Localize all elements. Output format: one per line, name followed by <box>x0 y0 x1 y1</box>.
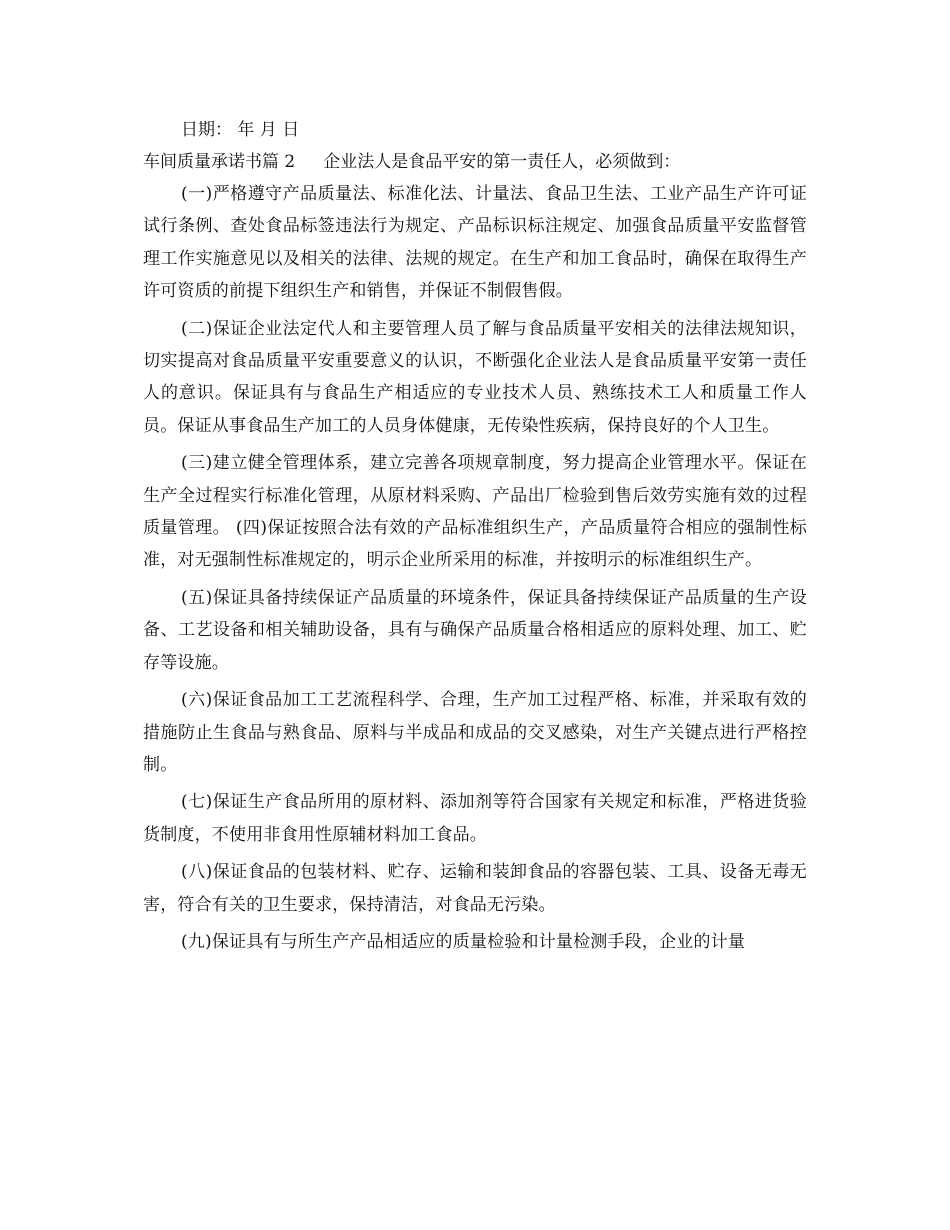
paragraph-4: (五)保证具备持续保证产品质量的环境条件，保证具备持续保证产品质量的生产设备、工艺设备和相关辅助设备，具有与确保产品质量合格相适应的原料处理、加工、贮存等设施。 <box>143 587 807 673</box>
paragraph-8: (九)保证具有与所生产产品相适应的质量检验和计量检测手段，企业的计量 <box>181 931 746 952</box>
paragraph-1: (一)严格遵守产品质量法、标准化法、计量法、食品卫生法、工业产品生产许可证试行条例、查处食品标签违法行为规定、产品标识标注规定、加强食品质量平安监督管理工作实施意见以及相关的法律、法规的规定。在生产和加工食品时，确保在取得生产许可资质的前提下组织生产和销售，并保证不制假售假。 <box>143 184 807 302</box>
heading-line <box>143 146 807 178</box>
paragraph-6: (七)保证生产食品所用的原材料、添加剂等符合国家有关规定和标准，严格进货验货制度，不使用非食用性原辅材料加工食品。 <box>143 792 807 845</box>
paragraph-5: (六)保证食品加工工艺流程科学、合理，生产加工过程严格、标准，并采取有效的措施防止生食品与熟食品、原料与半成品和成品的交叉感染，对生产关键点进行严格控制。 <box>143 690 807 775</box>
document-page <box>143 114 807 963</box>
date-line: 日期： 年 月 日 <box>181 120 300 140</box>
paragraph-3: (三)建立健全管理体系，建立完善各项规章制度，努力提高企业管理水平。保证在生产全过程实行标准化管理，从原材料采购、产品出厂检验到售后效劳实施有效的过程质量管理。 (四)保证按照合法有效的产品标准组织生产，产品质量符合相应的强制性标准，对无强制性标准规定的，明示企业所采用的标准，并按明示的标准组织生产。 <box>143 453 807 571</box>
paragraph-2: (二)保证企业法定代人和主要管理人员了解与食品质量平安相关的法律法规知识，切实提高对食品质量平安重要意义的认识，不断强化企业法人是食品质量平安第一责任人的意识。保证具有与食品生产相适应的专业技术人员、熟练技术工人和质量工作人员。保证从事食品生产加工的人员身体健康，无传染性疾病，保持良好的个人卫生。 <box>143 318 807 436</box>
intro-text: 企业法人是食品平安的第一责任人，必须做到： <box>323 152 681 172</box>
document-title: 车间质量承诺书篇 2 <box>143 152 296 172</box>
paragraph-7: (八)保证食品的包装材料、贮存、运输和装卸食品的容器包装、工具、设备无毒无害，符合有关的卫生要求，保持清洁，对食品无污染。 <box>143 862 807 915</box>
